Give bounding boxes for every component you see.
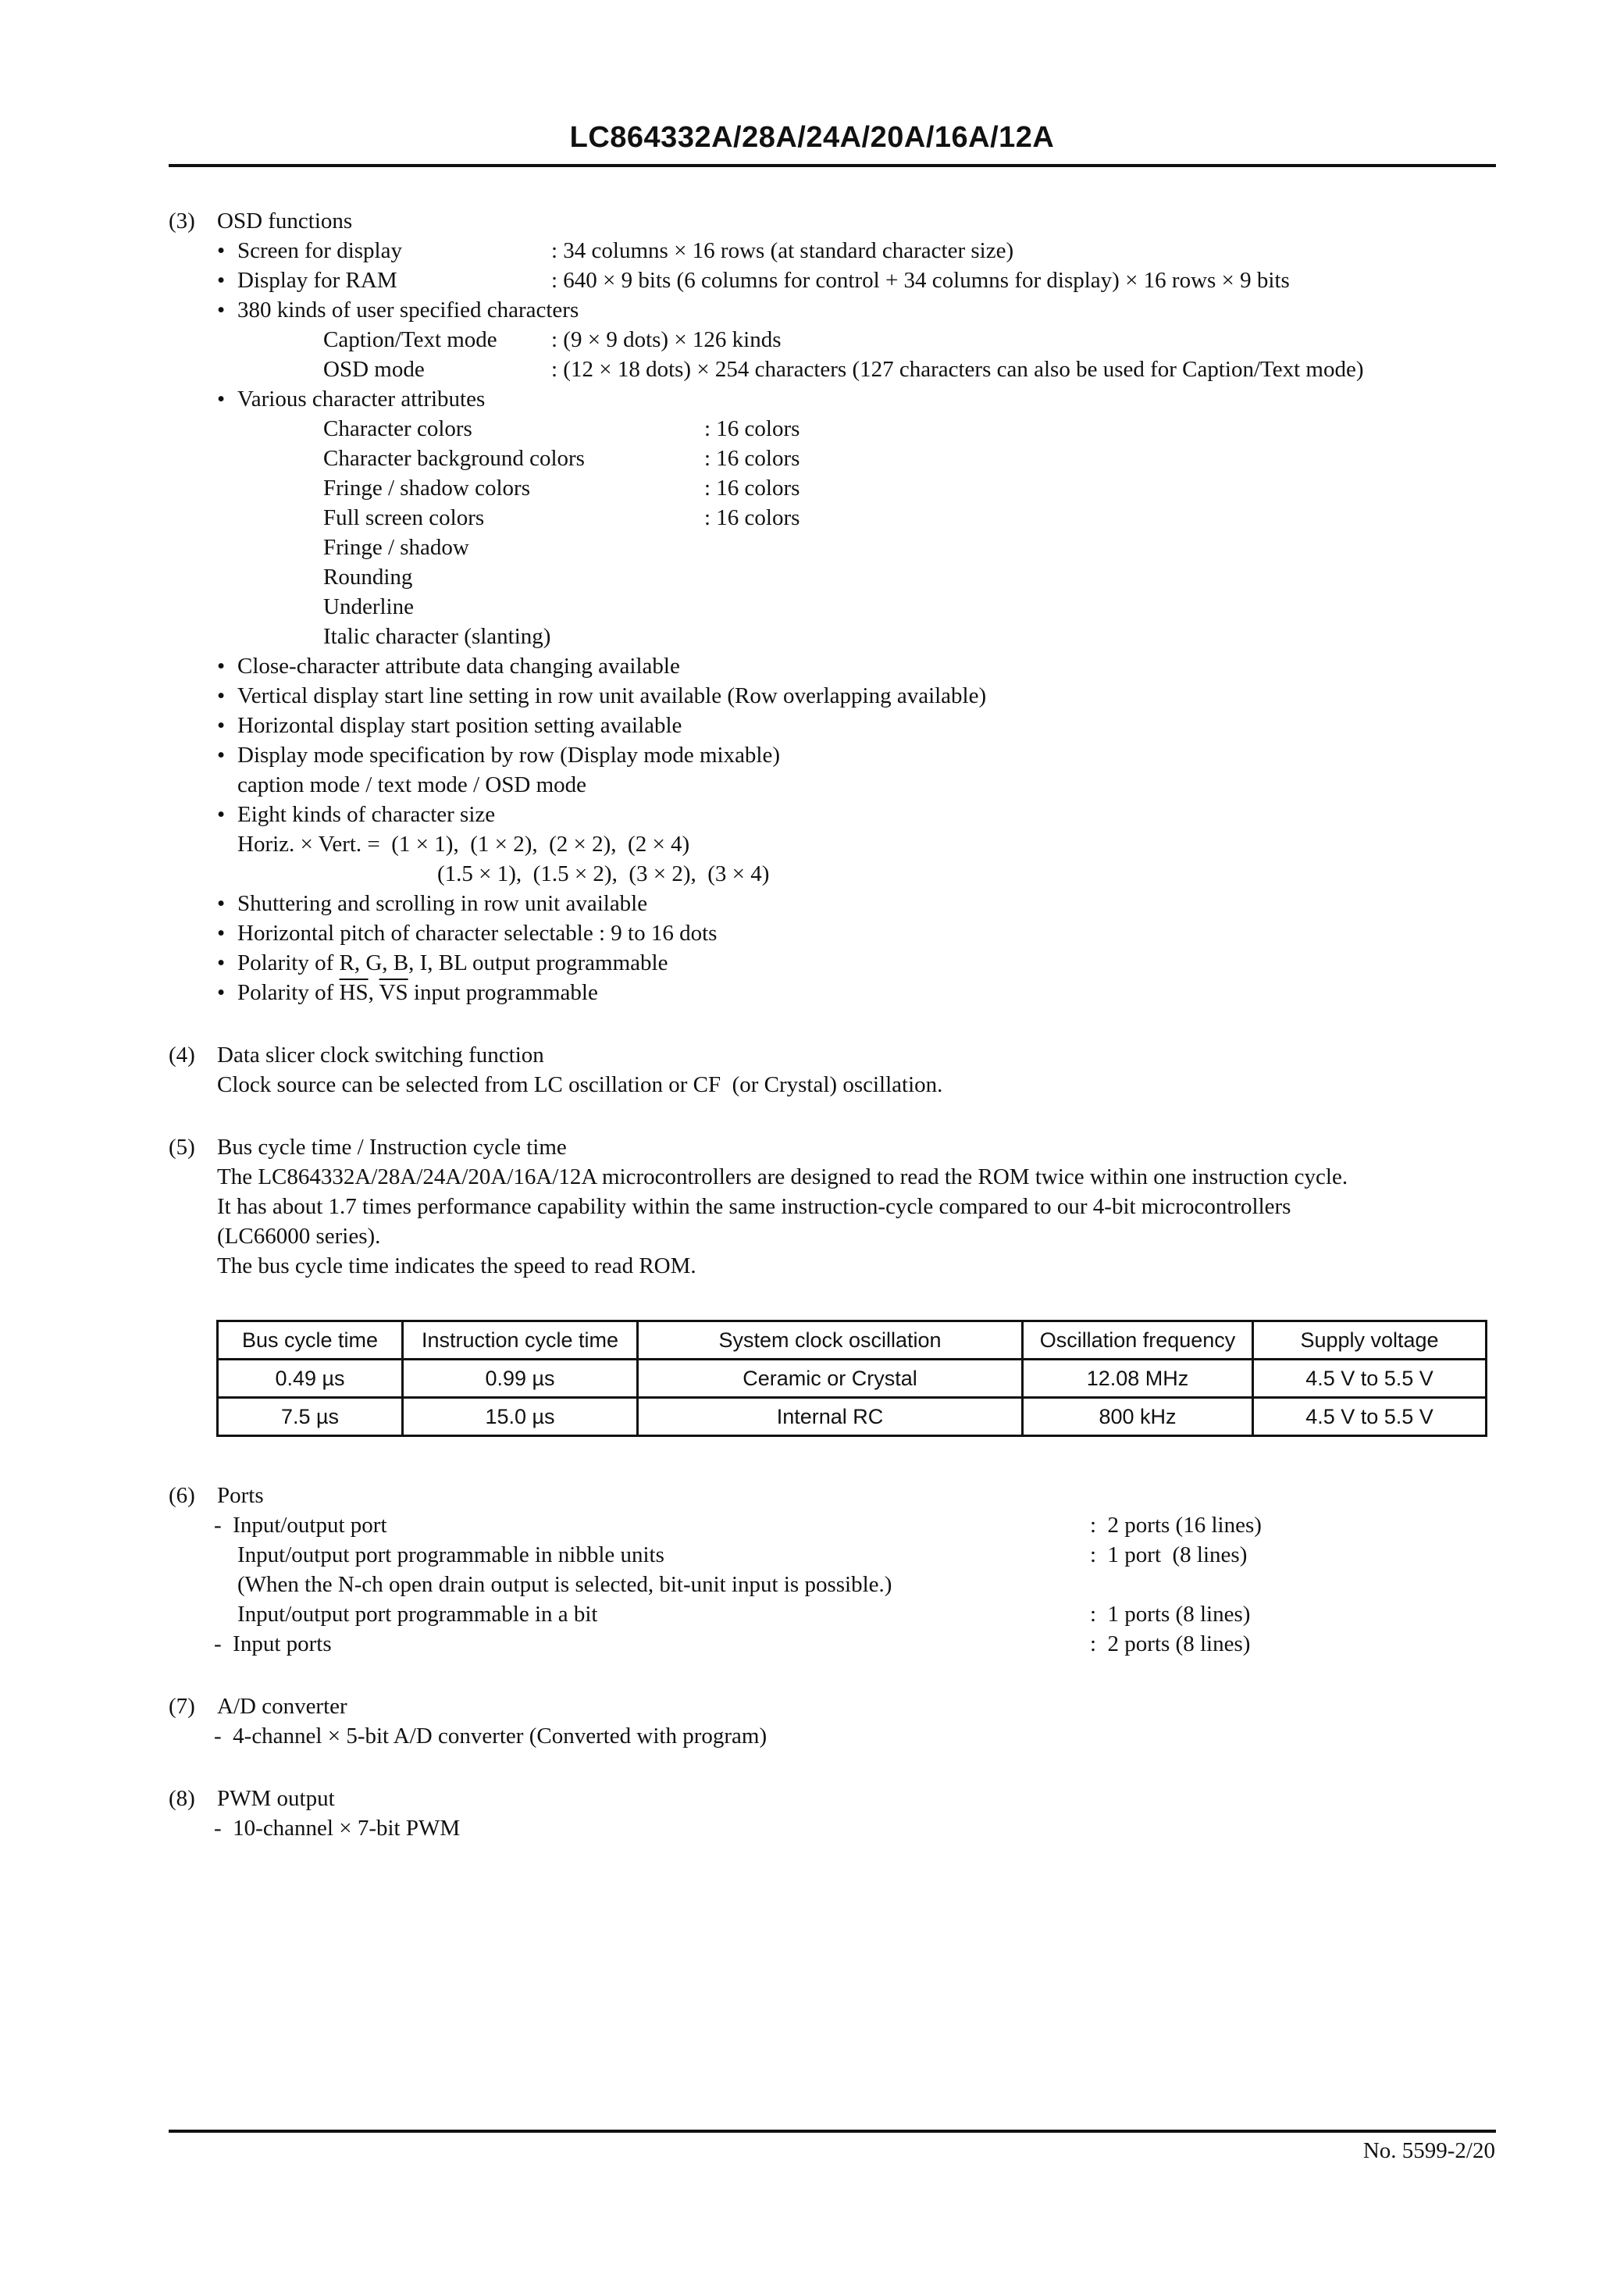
section-title-osd: OSD functions [217, 209, 353, 234]
display-for-ram-label: • Display for RAM [237, 266, 397, 295]
polarity-rgb-item: • Polarity of R, G, B, I, BL output programmable [237, 948, 668, 978]
table-cell: Internal RC [638, 1398, 1023, 1436]
adc-description: - 4-channel × 5-bit A/D converter (Converted with program) [214, 1724, 767, 1749]
table-cell: 15.0 µs [403, 1398, 638, 1436]
osd-mode-label: OSD mode [323, 357, 425, 382]
table-header-cell: Oscillation frequency [1023, 1321, 1253, 1360]
caption-text-mode-label: Caption/Text mode [323, 327, 497, 352]
character-size-line-1: Horiz. × Vert. = (1 × 1), (1 × 2), (2 × 2), (2 × 4) [237, 832, 690, 857]
shuttering-item: • Shuttering and scrolling in row unit available [237, 889, 647, 918]
attr-label: Rounding [323, 565, 413, 590]
horizontal-display-item: • Horizontal display start position setting available [237, 711, 682, 740]
input-ports-value: : 2 ports (8 lines) [1090, 1631, 1251, 1656]
screen-for-display-label: • Screen for display [237, 236, 402, 266]
attr-label: Character background colors [323, 446, 585, 471]
polarity-hs-vs-item [237, 978, 598, 1007]
pitch-item: • Horizontal pitch of character selectable : 9 to 16 dots [237, 918, 717, 948]
table-header-row [218, 1321, 1487, 1360]
table-row [218, 1398, 1487, 1436]
section-title-data-slicer: Data slicer clock switching function [217, 1043, 544, 1068]
character-size-item: • Eight kinds of character size [237, 800, 495, 829]
table-cell: 0.49 µs [218, 1360, 403, 1398]
attr-label: Underline [323, 594, 414, 619]
section-number-4: (4) [169, 1043, 195, 1068]
table-cell: 0.99 µs [403, 1360, 638, 1398]
cycle-time-table [216, 1320, 1487, 1437]
section-number-3: (3) [169, 209, 195, 234]
vs-signal: $\overline{VS}$ [379, 980, 408, 1005]
close-character-item: • Close-character attribute data changing available [237, 651, 680, 681]
nibble-port-label: Input/output port programmable in nibble units [237, 1542, 664, 1567]
section-title-bus-cycle: Bus cycle time / Instruction cycle time [217, 1135, 567, 1160]
nibble-port-value: : 1 port (8 lines) [1090, 1542, 1248, 1567]
table-header-cell: Bus cycle time [218, 1321, 403, 1360]
table-cell: 800 kHz [1023, 1398, 1253, 1436]
table-header-cell: Supply voltage [1253, 1321, 1487, 1360]
io-port-label: - Input/output port [214, 1513, 387, 1538]
pwm-description: - 10-channel × 7-bit PWM [214, 1816, 461, 1841]
display-mode-item: • Display mode specification by row (Display mode mixable) [237, 740, 780, 770]
character-size-line-2: (1.5 × 1), (1.5 × 2), (3 × 2), (3 × 4) [437, 861, 770, 886]
bus-paragraph-line: It has about 1.7 times performance capability within the same instruction-cycle compared to our 4-bit microcontrollers [217, 1194, 1291, 1219]
table-row [218, 1360, 1487, 1398]
character-attributes-item: • Various character attributes [237, 384, 485, 414]
attr-value: : 16 colors [704, 446, 800, 471]
section-number-7: (7) [169, 1694, 195, 1719]
table-cell: 12.08 MHz [1023, 1360, 1253, 1398]
table-cell: Ceramic or Crystal [638, 1360, 1023, 1398]
screen-for-display-value: : 34 columns × 16 rows (at standard character size) [551, 238, 1014, 263]
user-characters-item: • 380 kinds of user specified characters [237, 295, 579, 325]
bus-paragraph-line: The bus cycle time indicates the speed to read ROM. [217, 1253, 696, 1278]
attr-label: Fringe / shadow colors [323, 476, 530, 501]
bus-paragraph-line: (LC66000 series). [217, 1224, 381, 1249]
display-for-ram-value: : 640 × 9 bits (6 columns for control + 34 columns for display) × 16 rows × 9 bits [551, 268, 1290, 293]
polarity-separator: , [368, 980, 379, 1005]
section-title-adc: A/D converter [217, 1694, 347, 1719]
page-number: No. 5599-2/20 [1362, 2138, 1495, 2163]
attr-value: : 16 colors [704, 505, 800, 530]
table-header-cell: System clock oscillation [638, 1321, 1023, 1360]
input-ports-label: - Input ports [214, 1631, 332, 1656]
section-number-8: (8) [169, 1786, 195, 1811]
footer-rule [169, 2130, 1496, 2133]
io-port-value: : 2 ports (16 lines) [1090, 1513, 1262, 1538]
vertical-display-item: • Vertical display start line setting in row unit available (Row overlapping available) [237, 681, 986, 711]
attr-label: Italic character (slanting) [323, 624, 551, 649]
table-cell: 4.5 V to 5.5 V [1253, 1360, 1487, 1398]
attr-label: Character colors [323, 416, 472, 441]
nch-note: (When the N-ch open drain output is selected, bit-unit input is possible.) [237, 1572, 892, 1597]
table-header-cell: Instruction cycle time [403, 1321, 638, 1360]
polarity-prefix: Polarity of [237, 980, 340, 1005]
section-title-ports: Ports [217, 1483, 264, 1508]
table-cell: 4.5 V to 5.5 V [1253, 1398, 1487, 1436]
page-title: LC864332A/28A/24A/20A/16A/12A [569, 121, 1055, 154]
polarity-suffix: input programmable [408, 980, 598, 1005]
attr-label: Fringe / shadow [323, 535, 469, 560]
bit-port-value: : 1 ports (8 lines) [1090, 1602, 1251, 1627]
attr-label: Full screen colors [323, 505, 485, 530]
caption-text-mode-value: : (9 × 9 dots) × 126 kinds [551, 327, 782, 352]
bus-paragraph-line: The LC864332A/28A/24A/20A/16A/12A microcontrollers are designed to read the ROM twice within one instruction cycle. [217, 1164, 1348, 1189]
table-cell: 7.5 µs [218, 1398, 403, 1436]
hs-signal: $\overline{HS}$ [339, 980, 369, 1005]
bit-port-label: Input/output port programmable in a bit [237, 1602, 598, 1627]
section-number-5: (5) [169, 1135, 195, 1160]
section-title-pwm: PWM output [217, 1786, 335, 1811]
section-number-6: (6) [169, 1483, 195, 1508]
display-mode-sub: caption mode / text mode / OSD mode [237, 772, 587, 797]
attr-value: : 16 colors [704, 476, 800, 501]
header-rule [169, 164, 1496, 167]
data-slicer-description: Clock source can be selected from LC oscillation or CF (or Crystal) oscillation. [217, 1072, 943, 1097]
osd-mode-value: : (12 × 18 dots) × 254 characters (127 characters can also be used for Caption/Text mode) [551, 357, 1364, 382]
attr-value: : 16 colors [704, 416, 800, 441]
